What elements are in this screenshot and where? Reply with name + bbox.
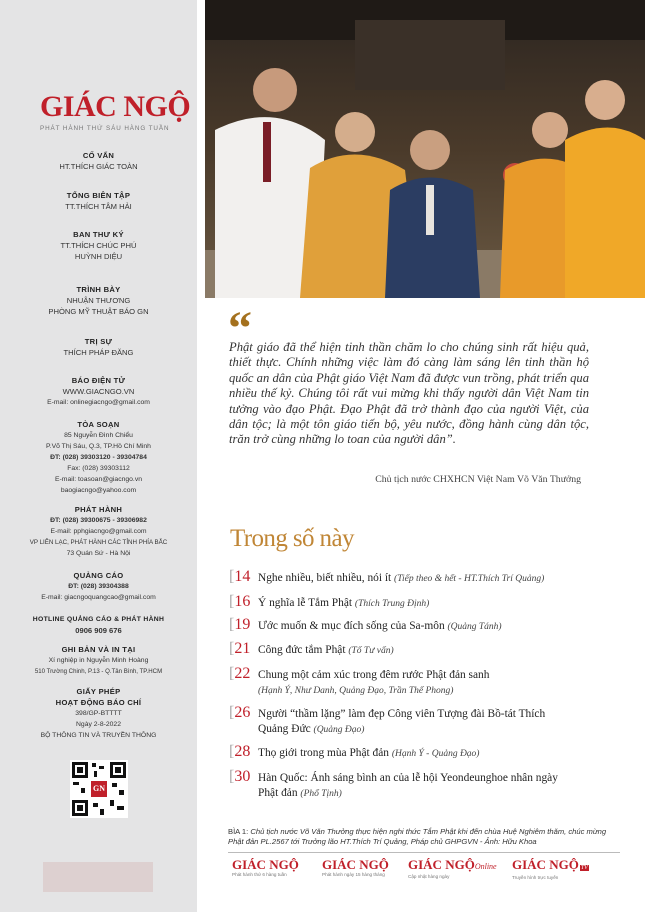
toc-entry-author: (Hạnh Ý - Quảng Đạo) [391, 749, 480, 759]
toc-page-number: [26 [229, 704, 251, 721]
colophon-heading: BAN THƯ KÝ [73, 230, 124, 239]
decorative-block [43, 862, 153, 892]
cover-photo [205, 0, 645, 298]
toc-entry-title: Hàn Quốc: Ánh sáng bình an của lễ hội Yeondeunghoe nhân ngày Phật đản [258, 772, 558, 799]
toc-entry-author: (Quảng Tánh) [447, 622, 502, 632]
toc-page-number: [16 [229, 593, 251, 610]
colophon-design [0, 284, 197, 317]
brand-name: GIÁC NGỘOnline [408, 857, 497, 872]
toc-entry [258, 571, 618, 587]
colophon-line: Xí nghiệp in Nguyễn Minh Hoàng [48, 657, 149, 664]
colophon-heading: TRÌNH BÀY [76, 285, 121, 294]
colophon-line: Ngày 2-8-2022 [76, 721, 121, 728]
colophon-sidebar [0, 0, 197, 912]
toc-entry-title: Ước muốn & mục đích sống của Sa-môn [258, 620, 445, 632]
colophon-office [0, 419, 197, 496]
toc-entry-title: Nghe nhiều, biết nhiều, nói ít [258, 572, 392, 584]
colophon-line: HT.THÍCH GIÁC TOÀN [59, 162, 138, 171]
colophon-heading: TRỊ SỰ [84, 337, 113, 346]
colophon-line: 398/GP-BTTTT [75, 710, 122, 717]
quote-attribution: Chủ tịch nước CHXHCN Việt Nam Võ Văn Thưởng [375, 474, 581, 485]
brand-name: GIÁC NGỘ [322, 857, 389, 872]
colophon-line: BỘ THÔNG TIN VÀ TRUYỀN THÔNG [40, 732, 157, 739]
masthead-logo: GIÁC NGỘ [40, 90, 191, 123]
colophon-heading: PHÁT HÀNH [74, 505, 123, 514]
masthead-tagline: PHÁT HÀNH THỨ SÁU HÀNG TUẦN [40, 125, 170, 132]
colophon-line: PHÒNG MỸ THUẬT BÁO GN [48, 307, 149, 316]
colophon-line: VP LIÊN LẠC, PHÁT HÀNH CÁC TỈNH PHÍA BẮC [29, 539, 168, 546]
toc-page-number: [30 [229, 768, 251, 785]
colophon-line: baogiacngo@yahoo.com [60, 487, 137, 494]
brand-sub: Phát hành thứ 6 hàng tuần [232, 872, 287, 877]
footer-divider [228, 852, 620, 853]
colophon-line: P.Võ Thị Sáu, Q.3, TP.Hồ Chí Minh [46, 443, 151, 450]
toc-page-number: [22 [229, 665, 251, 682]
toc-entry-title: Thọ giới trong mùa Phật đản [258, 747, 389, 759]
toc-entry-title: Công đức tắm Phật [258, 644, 346, 656]
colophon-line: E-mail: onlinegiacngo@gmail.com [47, 399, 150, 406]
qr-code[interactable] [70, 760, 128, 818]
colophon-line: 73 Quán Sứ - Hà Nội [66, 550, 131, 557]
toc-page-number: [19 [229, 616, 251, 633]
pull-quote: Phật giáo đã thể hiện tinh thần chăm lo cho chúng sinh rất hiệu quả, thiết thực. Chính những việc làm đó càng làm sáng lên tinh thần hộ quốc an dân của Phật giáo Việt Nam đã được vun trồng, phát triển qua nhiều thế kỷ. Chúng tôi rất vui mừng khi thấy người dân Việt Nam tin tưởng vào đạo Phật. Đạo Phật đã trở thành đạo của người Việt, của dân tộc; là một tôn giáo tiến bộ, yêu nước, đồng hành cùng dân tộc, trăn trở cùng những lo toan của người dân”. [229, 340, 589, 447]
colophon-line: HUỲNH DIỆU [74, 252, 123, 261]
colophon-printing [0, 644, 197, 677]
colophon-advisor [0, 150, 197, 172]
toc-entry-author: (Quảng Đạo) [313, 725, 365, 735]
toc-heading: Trong số này [230, 525, 354, 552]
toc-entry-author: (Tiếp theo & hết - HT.Thích Trí Quảng) [394, 574, 545, 584]
toc-page-number: [14 [229, 568, 251, 585]
colophon-heading: QUẢNG CÁO [73, 571, 124, 580]
caption-text: Chủ tịch nước Võ Văn Thưởng thực hiện nghi thức Tắm Phật khi đến chùa Huệ Nghiêm thăm, chúc mừng Phật đản PL.2567 tới Trưởng lão HT.Thích Trí Quảng, Pháp chủ GHPGVN - Ảnh: Hữu Khoa [228, 827, 607, 846]
colophon-heading: TÒA SOẠN [77, 420, 120, 429]
toc-entry [258, 619, 618, 635]
qr-logo: GN [91, 781, 107, 797]
brand-sub: Truyền hình trực tuyến [512, 875, 559, 880]
colophon-heading: GIẤY PHÉP [76, 687, 121, 696]
colophon-line: E-mail: pphgiacngo@gmail.com [50, 528, 147, 535]
colophon-advertising [0, 570, 197, 603]
colophon-line: TT.THÍCH CHÚC PHÚ [60, 241, 137, 250]
colophon-administration [0, 336, 197, 358]
footer-brand-monthly[interactable] [322, 858, 389, 877]
colophon-editor-in-chief [0, 190, 197, 212]
brand-sub: Cập nhật hàng ngày [408, 874, 450, 879]
caption-label: BÌA 1: [228, 827, 249, 836]
colophon-line: NHUẬN THƯƠNG [66, 296, 131, 305]
colophon-distribution [0, 504, 197, 559]
colophon-heading: TỔNG BIÊN TẬP [66, 191, 131, 200]
toc-entry [258, 707, 558, 738]
colophon-line: WWW.GIACNGO.VN [62, 387, 135, 396]
toc-entry-author: (Thích Trung Định) [354, 599, 430, 609]
colophon-hotline [0, 614, 197, 636]
toc-entry-author: (Phổ Tịnh) [300, 789, 342, 799]
brand-name: GIÁC NGỘ TV [512, 857, 588, 872]
toc-entry-author: (Tố Tư vấn) [348, 646, 394, 656]
colophon-line: ĐT: (028) 39303120 - 39304784 [50, 454, 147, 461]
colophon-line: 510 Trường Chinh, P.13 - Q.Tân Bình, TP.HCM [34, 668, 163, 675]
brand-sub: Phát hành ngày 15 hàng tháng [322, 872, 385, 877]
colophon-heading: CỐ VẤN [82, 151, 115, 160]
colophon-line: ĐT: (028) 39300675 - 39306982 [50, 517, 147, 524]
toc-entry-title: Ý nghĩa lễ Tắm Phật [258, 597, 353, 609]
toc-entry-title: Người “thầm lặng” làm đẹp Công viên Tượng đài Bồ-tát Thích Quảng Đức [258, 708, 546, 735]
colophon-line: 85 Nguyễn Đình Chiểu [64, 432, 133, 439]
brand-name: GIÁC NGỘ [232, 857, 299, 872]
colophon-line: E-mail: giacngoquangcao@gmail.com [41, 594, 156, 601]
colophon-heading: BÁO ĐIỆN TỬ [71, 376, 126, 385]
colophon-secretariat [0, 229, 197, 262]
colophon-online [0, 375, 197, 408]
toc-page-number: [28 [229, 743, 251, 760]
colophon-license [0, 686, 197, 741]
cover-caption [228, 827, 623, 847]
colophon-line: TT.THÍCH TÂM HẢI [65, 202, 132, 211]
toc-entry-title: Chung một cảm xúc trong đêm rước Phật đản sanh [258, 669, 490, 681]
toc-entry [258, 668, 618, 699]
colophon-line: 0906 909 676 [75, 626, 122, 635]
colophon-line: E-mail: toasoan@giacngo.vn [55, 476, 142, 483]
quote-mark-icon: “ [228, 302, 252, 355]
colophon-heading: GHI BẢN VÀ IN TẠI [61, 645, 136, 654]
colophon-line: ĐT: (028) 39304388 [68, 583, 129, 590]
toc-page-number: [21 [229, 640, 251, 657]
toc-entry [258, 643, 618, 659]
toc-entry [258, 596, 618, 612]
footer-brand-online[interactable] [408, 858, 497, 879]
colophon-line: Fax: (028) 39303112 [67, 465, 130, 472]
toc-entry [258, 771, 558, 802]
toc-entry [258, 746, 618, 762]
footer-brand-tv[interactable] [512, 858, 589, 880]
toc-entry-author: (Hạnh Ý, Như Danh, Quảng Đạo, Trần Thế Phong) [258, 686, 454, 696]
colophon-heading: HOẠT ĐỘNG BÁO CHÍ [55, 698, 142, 707]
colophon-line: THÍCH PHÁP ĐĂNG [63, 348, 134, 357]
colophon-heading: HOTLINE QUẢNG CÁO & PHÁT HÀNH [32, 616, 165, 623]
footer-brand-weekly[interactable] [232, 858, 299, 877]
